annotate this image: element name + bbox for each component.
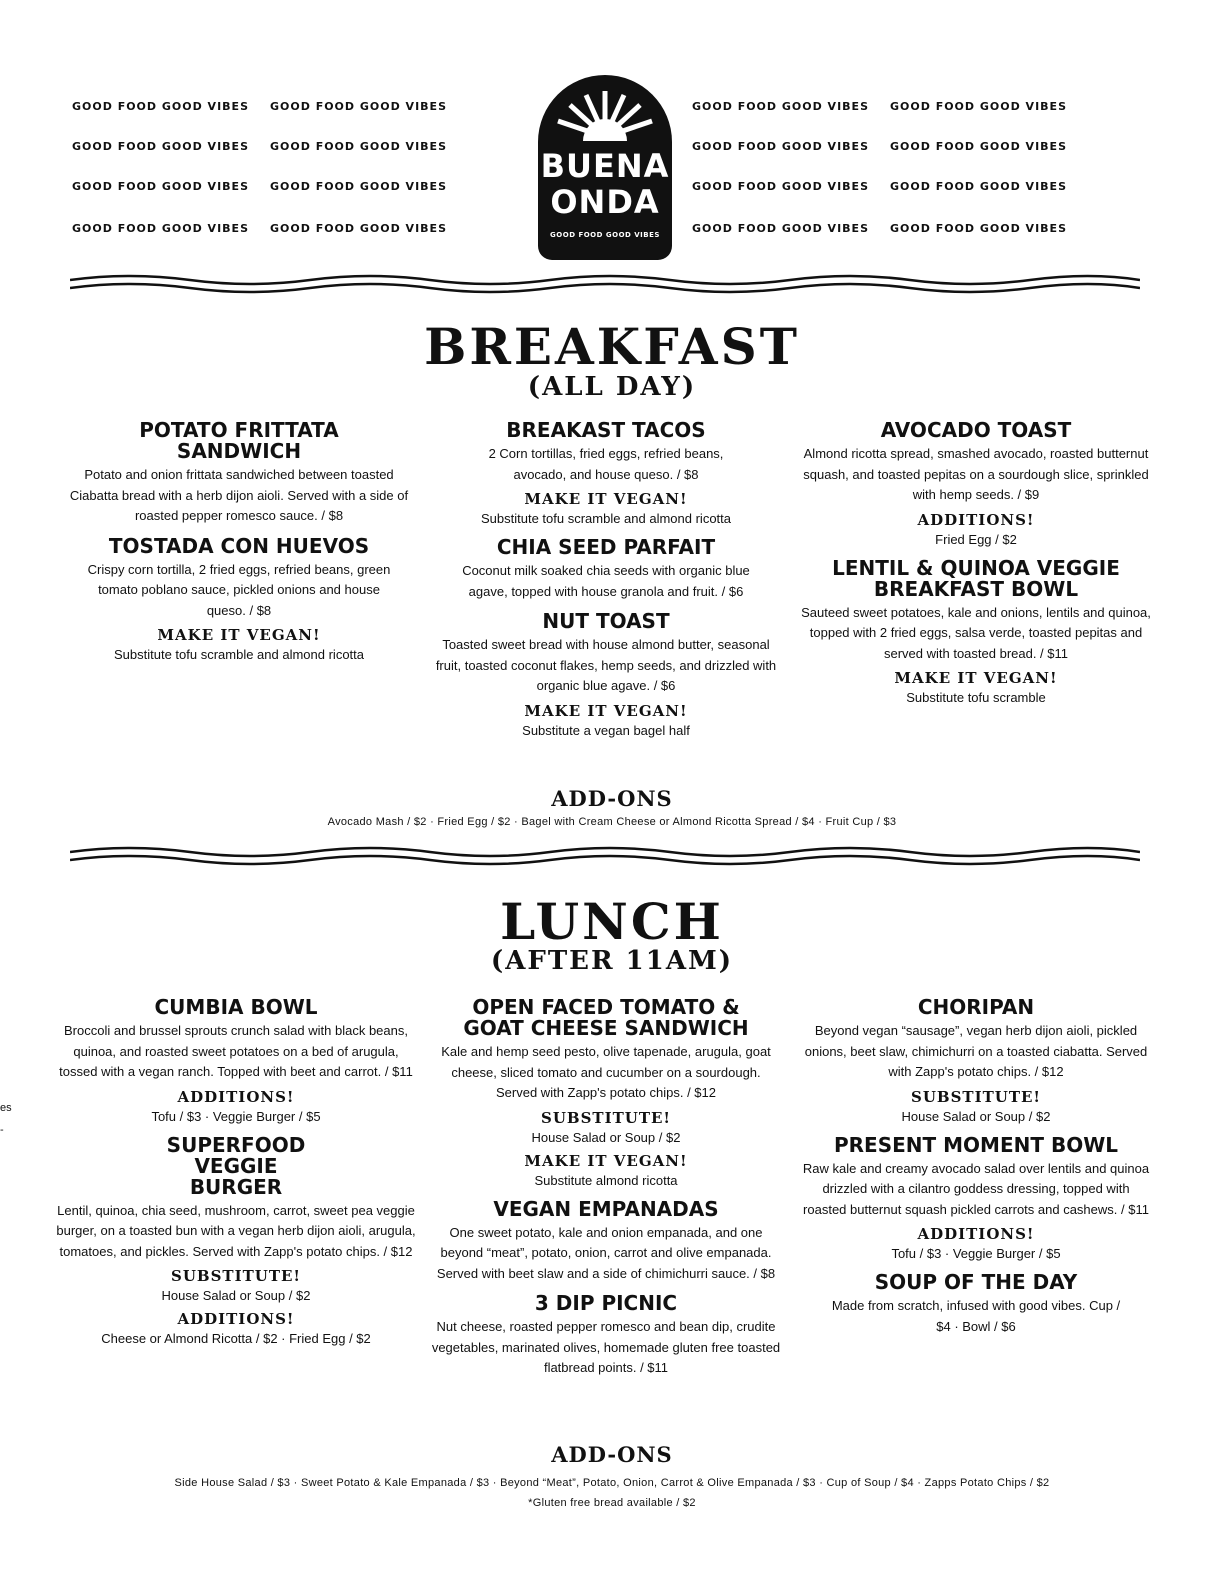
menu-item: [431, 1293, 781, 1379]
lunch-addons-list: Side House Salad / $3 · Sweet Potato & Kale Empanada / $3 · Beyond “Meat”, Potato, Onion, Carrot & Olive Empanada / $3 · Cup of Soup / $4 · Zapps Potato Chips / $2: [174, 1477, 1050, 1489]
item-description: Potato and onion frittata sandwiched between toasted Ciabatta bread with a herb dijon aioli. Served with a side of roasted pepper romesco sauce. / $8: [69, 467, 409, 523]
breakfast-addons-title: ADD-ONS: [551, 786, 673, 811]
item-title: NUT TOAST: [542, 609, 670, 633]
menu-item: [431, 997, 781, 1190]
item-description: Made from scratch, infused with good vibes. Cup / $4 · Bowl / $6: [831, 1298, 1121, 1334]
item-sub-label: ADDITIONS!: [917, 510, 1035, 529]
menu-item: [431, 611, 781, 740]
item-sub-text: Fried Egg / $2: [935, 531, 1017, 547]
item-title: AVOCADO TOAST: [880, 418, 1072, 442]
item-description: Toasted sweet bread with house almond butter, seasonal fruit, toasted coconut flakes, hemp seeds, and drizzled with organic blue agave. / $6: [435, 637, 777, 693]
wave-text: GOOD FOOD GOOD VIBES: [692, 140, 869, 153]
wave-text: GOOD FOOD GOOD VIBES: [890, 140, 1067, 153]
item-description: Kale and hemp seed pesto, olive tapenade, arugula, goat cheese, sliced tomato and cucumber on a sourdough. Served with Zapp's potato chips. / $12: [441, 1044, 771, 1100]
item-title: SOUP OF THE DAY: [874, 1270, 1078, 1294]
menu-item: [431, 537, 781, 602]
breakfast-column-1: [64, 420, 414, 673]
lunch-column-1: [56, 997, 416, 1357]
item-sub-text: Substitute tofu scramble and almond ricotta: [113, 647, 365, 662]
item-description: Raw kale and creamy avocado salad over lentils and quinoa drizzled with a cilantro goddess dressing, topped with roasted butternut squash pickled carrots and cashews. / $11: [802, 1160, 1150, 1217]
stray-text: es: [0, 1102, 12, 1114]
menu-item: [801, 1132, 1151, 1264]
wave-text: GOOD FOOD GOOD VIBES: [72, 140, 249, 153]
wave-text: GOOD FOOD GOOD VIBES: [890, 180, 1067, 193]
breakfast-addons-list: Avocado Mash / $2 · Fried Egg / $2 · Bagel with Cream Cheese or Almond Ricotta Spread / $4 · Fruit Cup / $3: [327, 816, 897, 828]
item-sub-label: SUBSTITUTE!: [540, 1108, 672, 1127]
menu-item: [801, 420, 1151, 549]
menu-item: [431, 420, 781, 528]
menu-item: [801, 1272, 1151, 1337]
wave-text: GOOD FOOD GOOD VIBES: [692, 180, 869, 193]
lunch-column-3: [801, 997, 1151, 1346]
item-title: CUMBIA BOWL: [154, 995, 318, 1019]
breakfast-column-2: [431, 420, 781, 749]
item-title: CHIA SEED PARFAIT: [496, 535, 716, 559]
item-sub-label: MAKE IT VEGAN!: [894, 669, 1058, 687]
logo-name-line2: ONDA: [550, 183, 660, 221]
item-sub-label: SUBSTITUTE!: [170, 1267, 302, 1285]
item-sub-label: SUBSTITUTE!: [910, 1087, 1042, 1106]
wave-text: GOOD FOOD GOOD VIBES: [890, 100, 1067, 113]
breakfast-subtitle: (ALL DAY): [527, 372, 697, 402]
item-description: Beyond vegan “sausage”, vegan herb dijon aioli, pickled onions, beet slaw, chimichurri on a toasted ciabatta. Served with Zapp's potato chips. / $12: [804, 1023, 1148, 1079]
logo-tagline: GOOD FOOD GOOD VIBES: [550, 231, 660, 239]
item-description: 2 Corn tortillas, fried eggs, refried beans, avocado, and house queso. / $8: [488, 446, 724, 482]
item-description: Nut cheese, roasted pepper romesco and bean dip, crudite vegetables, marinated olives, homemade gluten free toasted flatbread points. / $11: [431, 1319, 781, 1375]
menu-item: [64, 533, 414, 665]
wave-text: GOOD FOOD GOOD VIBES: [72, 180, 249, 193]
item-title: BREAKAST TACOS: [506, 418, 706, 442]
wave-text: GOOD FOOD GOOD VIBES: [890, 222, 1067, 235]
menu-item: [64, 420, 414, 527]
menu-item: [56, 997, 416, 1126]
item-title: SUPERFOOD VEGGIE BURGER: [166, 1132, 306, 1199]
item-sub-text: Cheese or Almond Ricotta / $2 · Fried Egg / $2: [101, 1331, 371, 1346]
item-sub-label: MAKE IT VEGAN!: [524, 490, 688, 508]
lunch-addons-title: ADD-ONS: [551, 1442, 673, 1467]
gluten-free-note: *Gluten free bread available / $2: [528, 1497, 696, 1509]
breakfast-title: BREAKFAST: [424, 317, 800, 376]
logo-name-line1: BUENA: [540, 147, 670, 185]
item-description: Sauteed sweet potatoes, kale and onions, lentils and quinoa, topped with 2 fried eggs, salsa verde, toasted pepitas and served with toasted bread. / $11: [801, 604, 1151, 661]
menu-item: [56, 1132, 416, 1349]
wave-text: GOOD FOOD GOOD VIBES: [270, 222, 447, 235]
stray-text: -: [0, 1124, 4, 1136]
item-sub-text: Substitute a vegan bagel half: [522, 722, 690, 738]
item-description: One sweet potato, kale and onion empanada, and one beyond “meat”, potato, onion, carrot and olive empanada. Served with beet slaw and a side of chimichurri sauce. / $8: [436, 1224, 776, 1281]
item-sub-label: ADDITIONS!: [917, 1225, 1035, 1243]
wave-text: GOOD FOOD GOOD VIBES: [270, 140, 447, 153]
item-title: PRESENT MOMENT BOWL: [834, 1132, 1118, 1157]
item-sub-text: Substitute almond ricotta: [534, 1172, 678, 1188]
menu-item: [431, 1196, 781, 1285]
item-title: LENTIL & QUINOA VEGGIE BREAKFAST BOWL: [832, 555, 1120, 601]
wave-divider: [70, 840, 1140, 876]
wave-text: GOOD FOOD GOOD VIBES: [72, 222, 249, 235]
item-description: Coconut milk soaked chia seeds with organic blue agave, topped with house granola and fruit. / $6: [462, 563, 750, 599]
item-description: Broccoli and brussel sprouts crunch salad with black beans, quinoa, and roasted sweet potatoes on a bed of arugula, tossed with a vegan ranch. Topped with beet and carrot. / $11: [59, 1023, 413, 1079]
item-sub-label: ADDITIONS!: [177, 1087, 295, 1106]
lunch-subtitle: (AFTER 11AM): [490, 946, 734, 976]
item-sub-text: Tofu / $3 · Veggie Burger / $5: [891, 1246, 1061, 1261]
item-title: TOSTADA CON HUEVOS: [108, 533, 370, 558]
item-sub-text: House Salad or Soup / $2: [531, 1129, 681, 1145]
wave-text: GOOD FOOD GOOD VIBES: [270, 180, 447, 193]
item-title: CHORIPAN: [917, 995, 1035, 1019]
item-sub-text: Substitute tofu scramble and almond ricotta: [480, 511, 732, 526]
lunch-title: LUNCH: [500, 892, 724, 951]
item-sub-label: MAKE IT VEGAN!: [157, 626, 321, 644]
item-description: Crispy corn tortilla, 2 fried eggs, refried beans, green tomato poblano sauce, pickled onions and house queso. / $8: [87, 561, 391, 618]
item-sub-text: Tofu / $3 · Veggie Burger / $5: [151, 1108, 321, 1124]
menu-item: [801, 555, 1151, 708]
wave-divider: [70, 268, 1140, 304]
item-title: OPEN FACED TOMATO & GOAT CHEESE SANDWICH: [463, 995, 749, 1040]
wave-text: GOOD FOOD GOOD VIBES: [72, 100, 249, 113]
wave-text: GOOD FOOD GOOD VIBES: [692, 100, 869, 113]
item-sub-text: House Salad or Soup / $2: [161, 1288, 311, 1303]
wave-text: GOOD FOOD GOOD VIBES: [270, 100, 447, 113]
item-sub-text: Substitute tofu scramble: [906, 690, 1046, 705]
menu-item: [801, 997, 1151, 1126]
buena-onda-logo: [538, 75, 672, 260]
item-title: POTATO FRITTATA SANDWICH: [139, 418, 339, 463]
breakfast-column-3: [801, 420, 1151, 716]
item-sub-label: MAKE IT VEGAN!: [524, 701, 688, 720]
lunch-column-2: [431, 997, 781, 1388]
item-sub-label: MAKE IT VEGAN!: [524, 1151, 688, 1170]
item-sub-text: House Salad or Soup / $2: [901, 1108, 1051, 1124]
item-description: Lentil, quinoa, chia seed, mushroom, carrot, sweet pea veggie burger, on a toasted bun with a vegan herb dijon aioli, arugula, tomatoes, and pickles. Served with Zapp's potato chips. / $12: [56, 1202, 416, 1259]
wave-text: GOOD FOOD GOOD VIBES: [692, 222, 869, 235]
sunrise-icon: [538, 75, 672, 145]
item-sub-label: ADDITIONS!: [177, 1310, 295, 1328]
item-description: Almond ricotta spread, smashed avocado, roasted butternut squash, and toasted pepitas on a sourdough slice, sprinkled with hemp seeds. / $9: [803, 446, 1149, 502]
item-title: VEGAN EMPANADAS: [493, 1196, 719, 1221]
item-title: 3 DIP PICNIC: [534, 1291, 678, 1315]
